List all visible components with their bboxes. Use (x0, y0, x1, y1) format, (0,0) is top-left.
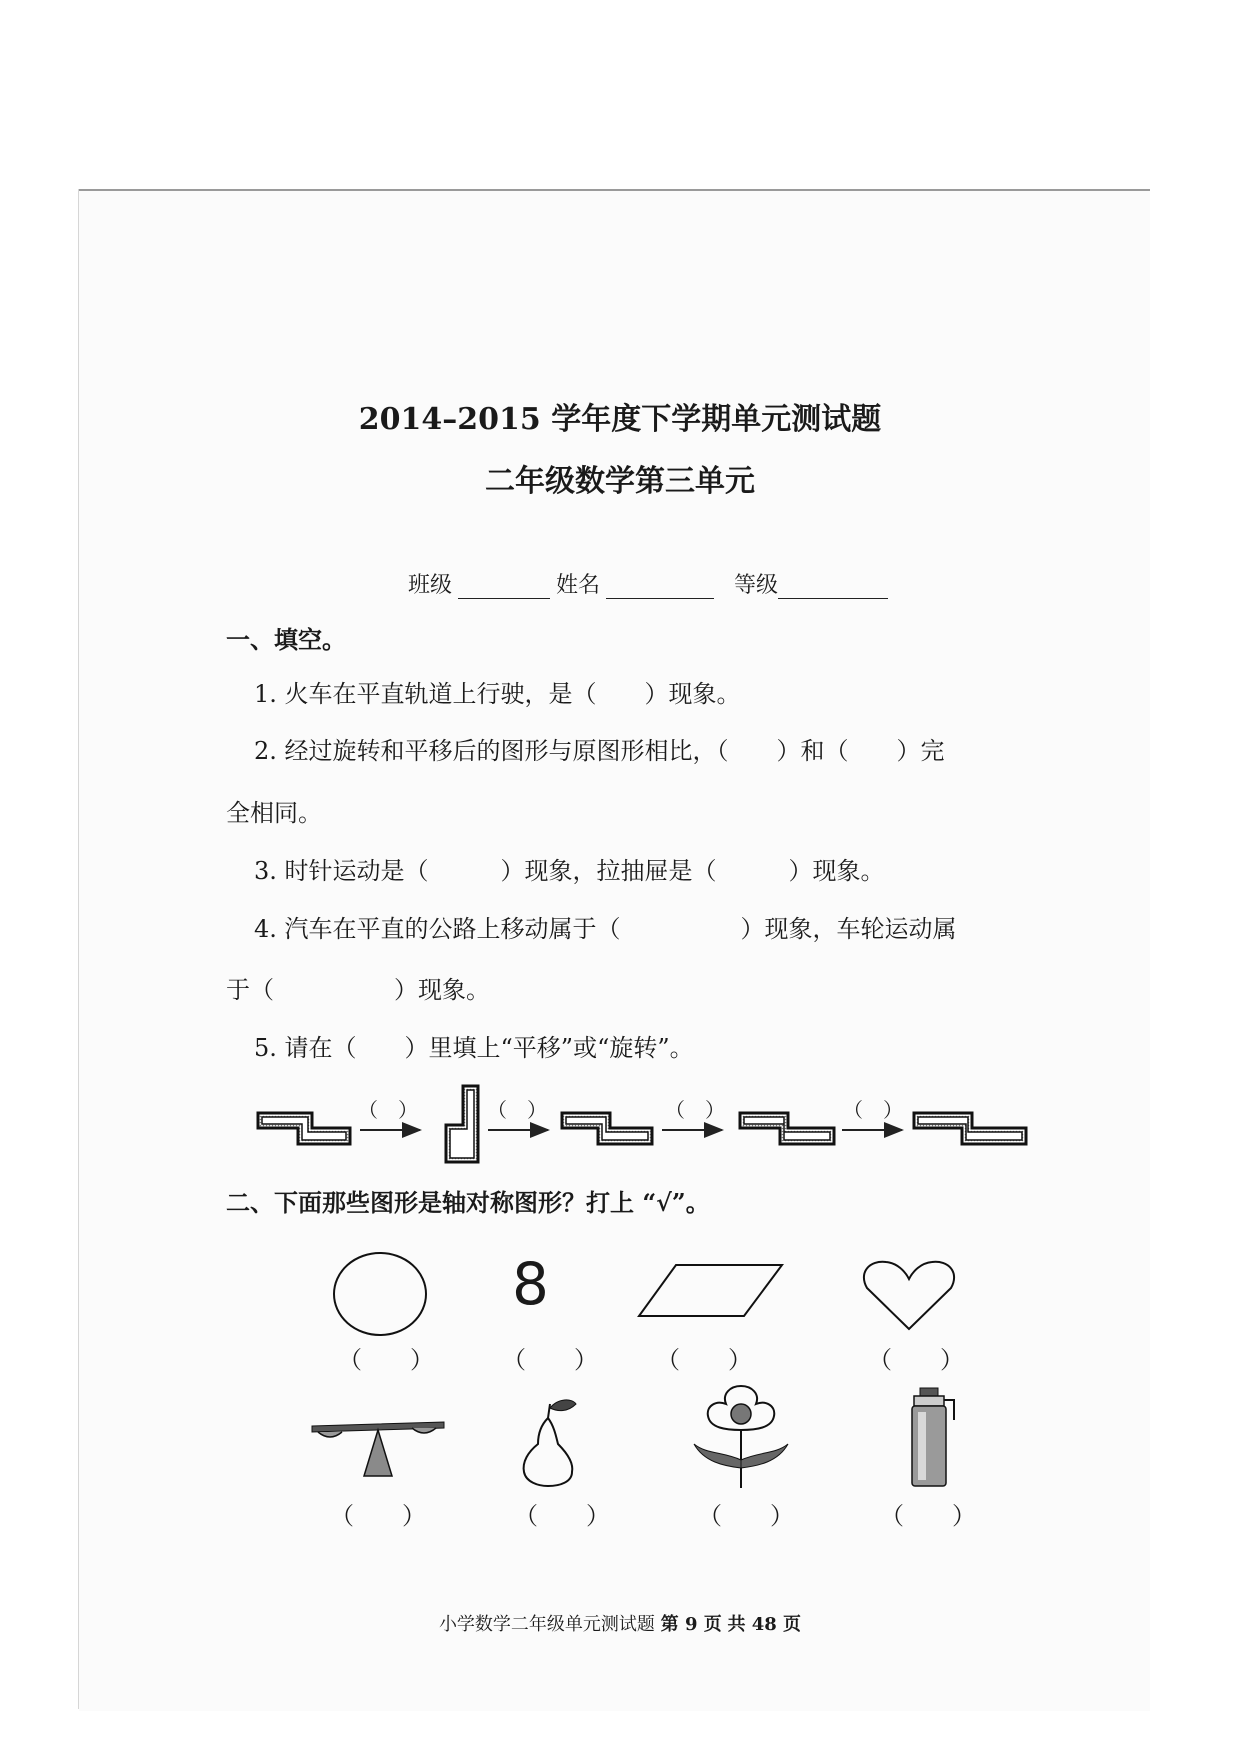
page-footer (0, 1610, 1240, 1636)
grade-label: 等级 (734, 573, 779, 598)
zigzag-shape-5 (914, 1113, 1026, 1144)
class-label: 班级 (408, 573, 453, 598)
page-subtitle: 二年级数学第三单元 (485, 464, 755, 499)
thermos-bottle-figure (900, 1386, 962, 1488)
answer-blank-circle[interactable]: （ ） (338, 1346, 434, 1374)
balance-scale-figure (308, 1418, 448, 1480)
question-4-line-1: 4. 汽车在平直的公路上移动属于（ ）现象，车轮运动属 (254, 915, 957, 943)
answer-blank-balance-scale[interactable]: （ ） (330, 1502, 426, 1530)
grade-blank[interactable] (778, 572, 888, 599)
zigzag-shape-1 (258, 1113, 350, 1144)
heart-figure (862, 1258, 956, 1332)
circle-figure (330, 1248, 430, 1340)
zigzag-shape-3 (562, 1113, 652, 1144)
q5-answer-1[interactable]: （ ） (358, 1098, 418, 1122)
pear-figure (510, 1396, 586, 1488)
flower-figure (686, 1378, 796, 1494)
answer-blank-parallelogram[interactable]: （ ） (656, 1346, 752, 1374)
answer-blank-flower[interactable]: （ ） (698, 1502, 794, 1530)
student-info-fields (408, 568, 894, 599)
zigzag-shape-4 (740, 1113, 834, 1144)
q5-answer-3[interactable]: （ ） (665, 1098, 725, 1122)
parallelogram-figure (636, 1262, 786, 1320)
footer-prefix: 小学数学二年级单元测试题 (438, 1614, 655, 1635)
answer-blank-heart[interactable]: （ ） (868, 1346, 964, 1374)
answer-blank-eight[interactable]: （ ） (502, 1346, 598, 1374)
scan-top-edge (78, 189, 1150, 191)
question-1: 1. 火车在平直轨道上行驶，是（ ）现象。 (254, 680, 741, 708)
name-blank[interactable] (606, 572, 714, 599)
question-4-line-2: 于（ ）现象。 (226, 976, 490, 1004)
name-label: 姓名 (556, 573, 601, 598)
class-blank[interactable] (458, 572, 550, 599)
question-3: 3. 时针运动是（ ）现象，拉抽屉是（ ）现象。 (254, 857, 885, 885)
q5-answer-2[interactable]: （ ） (487, 1098, 547, 1122)
footer-total-pages: 共 48 页 (727, 1614, 802, 1635)
page-title: 2014–2015 学年度下学期单元测试题 (358, 402, 882, 437)
q5-answer-4[interactable]: （ ） (843, 1098, 903, 1122)
question-5: 5. 请在（ ）里填上“平移”或“旋转”。 (254, 1034, 694, 1062)
footer-page-number: 第 9 页 (660, 1614, 722, 1635)
section-2-heading: 二、下面那些图形是轴对称图形？打上 “√”。 (226, 1188, 710, 1217)
question-2-line-1: 2. 经过旋转和平移后的图形与原图形相比，（ ）和（ ）完 (254, 737, 945, 765)
answer-blank-pear[interactable]: （ ） (514, 1502, 610, 1530)
answer-blank-thermos[interactable]: （ ） (880, 1502, 976, 1530)
question-2-line-2: 全相同。 (226, 799, 322, 827)
section-1-heading: 一、填空。 (226, 625, 346, 654)
zigzag-shape-2-rotated (446, 1086, 478, 1162)
digit-eight-figure: 8 (512, 1250, 549, 1318)
